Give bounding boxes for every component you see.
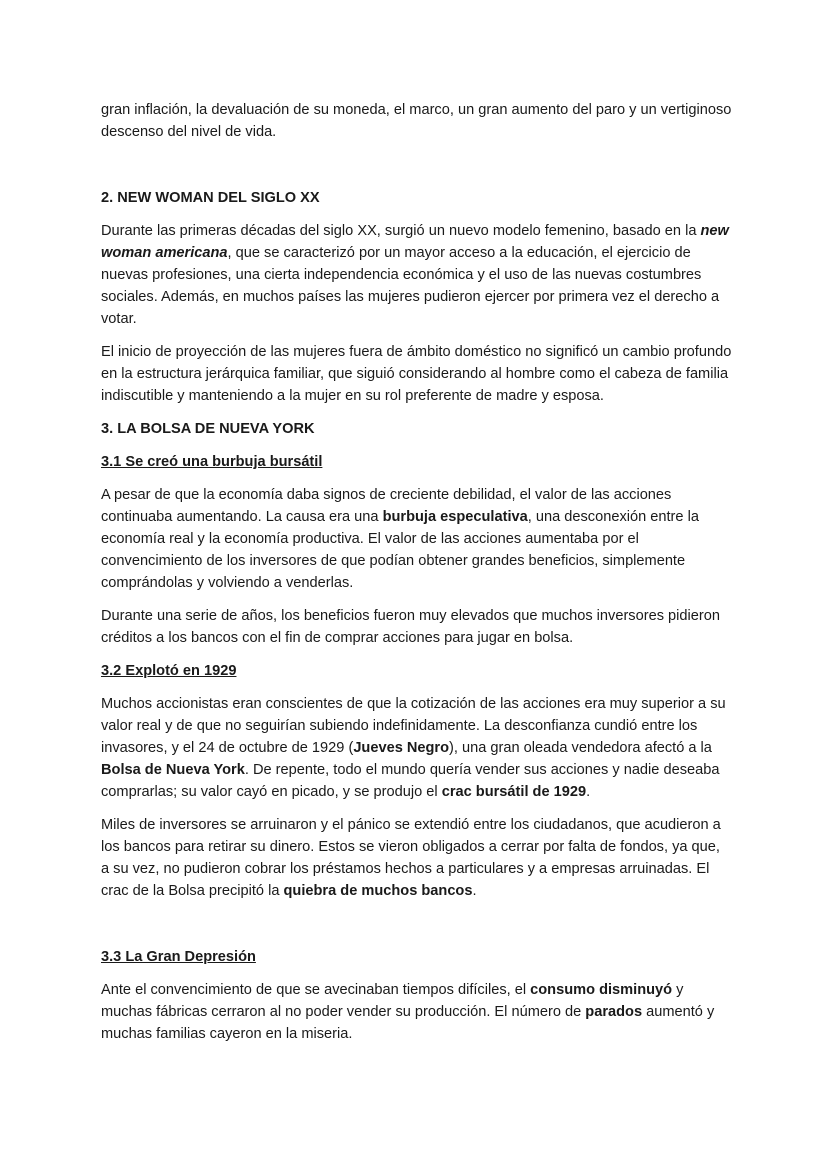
bold-bolsa-ny: Bolsa de Nueva York <box>101 762 245 778</box>
section-3-1-paragraph-2: Durante una serie de años, los beneficios fueron muy elevados que muchos inversores pidieron créditos a los bancos con el fin de comprar acciones para jugar en bolsa. <box>101 608 720 646</box>
bold-crac: crac bursátil de 1929 <box>441 784 587 800</box>
bold-consumo: consumo disminuyó <box>530 982 673 998</box>
section-3-3-heading: 3.3 La Gran Depresión <box>101 949 256 965</box>
bold-quiebra: quiebra de muchos bancos <box>283 883 473 899</box>
section-3-1-heading: 3.1 Se creó una burbuja bursátil <box>101 454 323 470</box>
section-2-heading: 2. NEW WOMAN DEL SIGLO XX <box>101 190 320 206</box>
section-3-2-heading: 3.2 Explotó en 1929 <box>101 663 237 679</box>
bold-jueves-negro: Jueves Negro <box>353 740 450 756</box>
section-3-2-paragraph-1: Muchos accionistas eran conscientes de que la cotización de las acciones era muy superior a su valor real y de que no seguirían subiendo indefinidamente. La desconfianza cundió entre los invasores, y el 24 de octubre de 1929 (Jueves Negro), una gran oleada vendedora afectó a la Bolsa de Nueva York. De repente, todo el mundo quería vender sus acciones y nadie deseaba comprarlas; su valor cayó en picado, y se produjo el crac bursátil de 1929. <box>101 696 726 800</box>
section-2-paragraph-1: Durante las primeras décadas del siglo XX, surgió un nuevo modelo femenino, basado en la new woman americana, que se caracterizó por un mayor acceso a la educación, el ejercicio de nuevas profesiones, una cierta independencia económica y el uso de las nuevas costumbres sociales. Además, en muchos países las mujeres pudieron ejercer por primera vez el derecho a votar. <box>101 223 729 327</box>
intro-paragraph: gran inflación, la devaluación de su moneda, el marco, un gran aumento del paro y un vertiginoso descenso del nivel de vida. <box>101 102 732 140</box>
bold-burbuja: burbuja especulativa <box>382 509 528 525</box>
section-2-paragraph-2: El inicio de proyección de las mujeres fuera de ámbito doméstico no significó un cambio profundo en la estructura jerárquica familiar, que siguió considerando al hombre como el cabeza de familia indiscutible y manteniendo a la mujer en su rol preferente de madre y esposa. <box>101 344 732 404</box>
section-3-heading: 3. LA BOLSA DE NUEVA YORK <box>101 421 315 437</box>
bold-parados: parados <box>585 1004 643 1020</box>
emphasis-new-woman: new woman americana <box>101 223 729 261</box>
section-3-2-paragraph-2: Miles de inversores se arruinaron y el pánico se extendió entre los ciudadanos, que acudieron a los bancos para retirar su dinero. Estos se vieron obligados a cerrar por falta de fondos, ya que, a su vez, no pudieron cobrar los préstamos hechos a particulares y a empresas arruinadas. El crac de la Bolsa precipitó la quiebra de muchos bancos. <box>101 817 721 899</box>
section-3-3-paragraph-1: Ante el convencimiento de que se avecinaban tiempos difíciles, el consumo disminuyó y muchas fábricas cerraron al no poder vender su producción. El número de parados aumentó y muchas familias cayeron en la miseria. <box>101 982 715 1042</box>
section-3-1-paragraph-1: A pesar de que la economía daba signos de creciente debilidad, el valor de las acciones continuaba aumentando. La causa era una burbuja especulativa, una desconexión entre la economía real y la economía productiva. El valor de las acciones aumentaba por el convencimiento de los inversores de que podían obtener grandes beneficios, simplemente comprándolas y volviendo a venderlas. <box>101 487 699 591</box>
